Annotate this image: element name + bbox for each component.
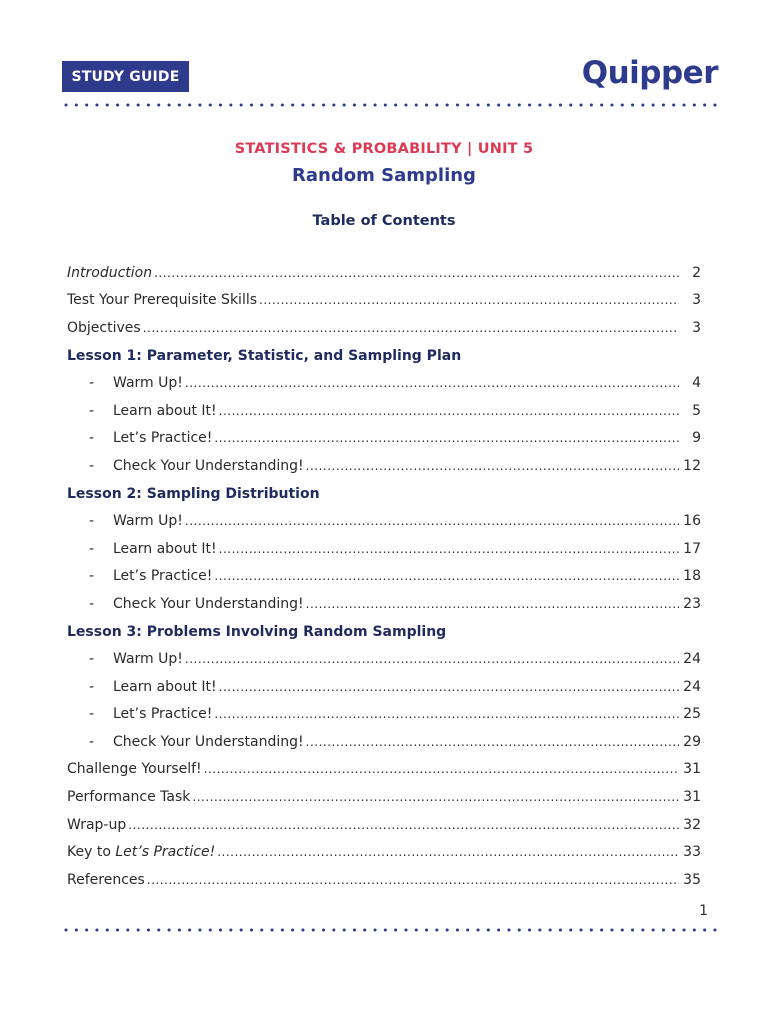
toc-entry[interactable] xyxy=(67,287,701,315)
toc-entry-label: Let’s Practice! xyxy=(113,568,213,585)
toc-entry-label: Introduction xyxy=(67,264,153,281)
dot-leader xyxy=(306,459,679,473)
dot-leader xyxy=(214,707,679,721)
toc-page-number: 35 xyxy=(683,871,701,888)
toc-entry-label: Check Your Understanding! xyxy=(113,595,304,612)
subject-unit-line: STATISTICS & PROBABILITY | UNIT 5 xyxy=(234,141,534,157)
toc-entry-label: Learn about It! xyxy=(113,540,217,557)
toc-entry-label: Lesson 2: Sampling Distribution xyxy=(67,485,320,502)
toc-entry[interactable] xyxy=(67,838,701,866)
toc-entry-label: Lesson 1: Parameter, Statistic, and Sampling Plan xyxy=(67,347,462,364)
toc-entry-label: Challenge Yourself! xyxy=(67,761,202,778)
dot-leader xyxy=(147,873,679,887)
toc-entry-label: Warm Up! xyxy=(113,651,183,668)
bullet-dash: - xyxy=(89,540,95,557)
toc-entry-label: Warm Up! xyxy=(113,513,183,530)
toc-entry[interactable] xyxy=(67,563,701,591)
toc-entry[interactable] xyxy=(67,397,701,425)
toc-entry-label: Objectives xyxy=(67,319,141,336)
dot-leader xyxy=(219,680,679,694)
toc-entry[interactable] xyxy=(67,645,701,673)
dot-leader xyxy=(217,845,679,859)
toc-entry[interactable] xyxy=(67,535,701,563)
toc-page-number: 24 xyxy=(683,651,701,668)
dot-leader xyxy=(214,431,679,445)
bullet-dash: - xyxy=(89,430,95,447)
dot-leader xyxy=(154,266,679,280)
toc-entry[interactable] xyxy=(67,673,701,701)
toc-entry[interactable] xyxy=(67,701,701,729)
toc-entry-label xyxy=(67,844,215,860)
bullet-dash: - xyxy=(89,457,95,474)
toc-entry[interactable] xyxy=(67,507,701,535)
toc-entry-label: Let’s Practice! xyxy=(113,430,213,447)
dot-leader xyxy=(219,404,679,418)
dot-leader xyxy=(192,790,679,804)
toc-entry[interactable] xyxy=(67,369,701,397)
toc-page-number: 3 xyxy=(692,292,701,309)
bullet-dash: - xyxy=(89,733,95,750)
page-title: Random Sampling xyxy=(292,165,476,186)
bullet-dash: - xyxy=(89,375,95,392)
bullet-dash: - xyxy=(89,706,95,723)
toc-page-number: 29 xyxy=(683,733,701,750)
toc-entry-label-prefix: Key to xyxy=(67,844,116,861)
dot-leader xyxy=(143,321,679,335)
toc-entry[interactable] xyxy=(67,590,701,618)
dot-leader xyxy=(306,735,679,749)
toc-entry-label: Check Your Understanding! xyxy=(113,733,304,750)
toc-entry-label: Learn about It! xyxy=(113,402,217,419)
toc-entry-label: References xyxy=(67,871,145,888)
bullet-dash: - xyxy=(89,568,95,585)
dot-leader xyxy=(219,542,679,556)
toc-page-number: 25 xyxy=(683,706,701,723)
toc-page-number: 12 xyxy=(683,457,701,474)
toc-page-number: 16 xyxy=(683,513,701,530)
toc-lesson-heading[interactable] xyxy=(67,480,701,508)
toc-page-number: 24 xyxy=(683,678,701,695)
dot-leader xyxy=(214,569,679,583)
dot-leader xyxy=(204,762,679,776)
toc-entry-label: Warm Up! xyxy=(113,375,183,392)
bullet-dash: - xyxy=(89,651,95,668)
toc-page-number: 5 xyxy=(692,402,701,419)
toc-entry[interactable] xyxy=(67,259,701,287)
toc-page-number: 23 xyxy=(683,595,701,612)
toc-page-number: 31 xyxy=(683,761,701,778)
footer-dotted-divider xyxy=(64,928,720,932)
table-of-contents xyxy=(67,259,701,894)
study-guide-badge xyxy=(62,61,189,92)
dot-leader xyxy=(185,514,679,528)
toc-entry-label: Lesson 3: Problems Involving Random Sampling xyxy=(67,623,447,640)
toc-entry-label: Test Your Prerequisite Skills xyxy=(67,292,258,309)
toc-page-number: 32 xyxy=(683,816,701,833)
toc-entry[interactable] xyxy=(67,811,701,839)
toc-entry[interactable] xyxy=(67,425,701,453)
dot-leader xyxy=(128,818,679,832)
toc-entry[interactable] xyxy=(67,783,701,811)
toc-page-number: 18 xyxy=(683,568,701,585)
page-number: 1 xyxy=(699,903,708,919)
toc-page-number: 3 xyxy=(692,319,701,336)
toc-page-number: 9 xyxy=(692,430,701,447)
dot-leader xyxy=(259,293,679,307)
dot-leader xyxy=(185,376,679,390)
study-guide-label: STUDY GUIDE xyxy=(71,68,180,85)
toc-page-number: 2 xyxy=(692,264,701,281)
toc-entry[interactable] xyxy=(67,756,701,784)
toc-entry-label: Learn about It! xyxy=(113,678,217,695)
bullet-dash: - xyxy=(89,513,95,530)
toc-entry[interactable] xyxy=(67,728,701,756)
toc-entry-label-italic: Let’s Practice! xyxy=(115,844,216,861)
toc-page-number: 33 xyxy=(683,844,701,861)
toc-page-number: 31 xyxy=(683,789,701,806)
toc-entry[interactable] xyxy=(67,314,701,342)
bullet-dash: - xyxy=(89,402,95,419)
toc-page-number: 4 xyxy=(692,375,701,392)
bullet-dash: - xyxy=(89,678,95,695)
dot-leader xyxy=(306,597,679,611)
toc-lesson-heading[interactable] xyxy=(67,618,701,646)
bullet-dash: - xyxy=(89,595,95,612)
toc-heading: Table of Contents xyxy=(312,213,456,229)
toc-entry-label: Wrap-up xyxy=(67,816,127,833)
dot-leader xyxy=(185,652,679,666)
toc-entry-label: Let’s Practice! xyxy=(113,706,213,723)
toc-entry[interactable] xyxy=(67,452,701,480)
toc-entry-label: Performance Task xyxy=(67,789,191,806)
toc-lesson-heading[interactable] xyxy=(67,342,701,370)
quipper-logo: Quipper xyxy=(581,55,718,91)
toc-page-number: 17 xyxy=(683,540,701,557)
toc-entry-label: Check Your Understanding! xyxy=(113,457,304,474)
toc-entry[interactable] xyxy=(67,866,701,894)
header-dotted-divider xyxy=(64,103,720,107)
